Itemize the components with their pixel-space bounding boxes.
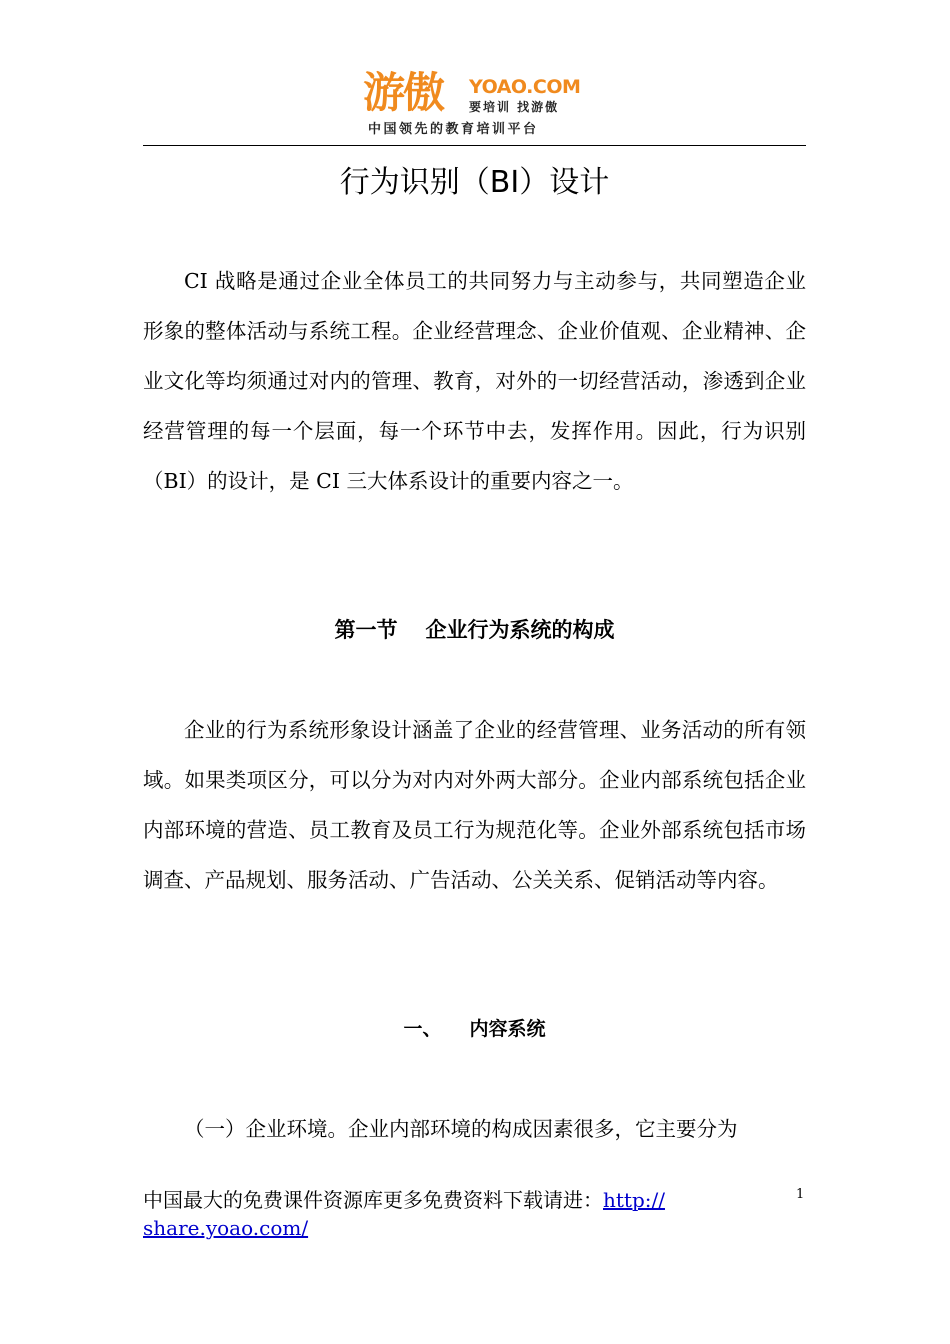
yoao-logo — [363, 70, 587, 144]
page-footer — [143, 1186, 743, 1242]
footer-link-part1: http:// — [603, 1188, 665, 1212]
paragraph-intro: CI 战略是通过企业全体员工的共同努力与主动参与，共同塑造企业形象的整体活动与系统工程。企业经营理念、企业价值观、企业精神、企业文化等均须通过对内的管理、教育，对外的一切经营活动，渗透到企业经营管理的每一个层面，每一个环节中去，发挥作用。因此，行为识别（BI）的设计，是 CI 三大体系设计的重要内容之一。 — [143, 269, 806, 493]
section-number: 第一节 — [334, 618, 398, 642]
logo-slogan: 要培训 找游傲 — [469, 100, 560, 114]
logo-tagline: 中国领先的教育培训平台 — [368, 122, 539, 137]
header-rule — [143, 145, 806, 146]
paragraph-environment: （一）企业环境。企业内部环境的构成因素很多，它主要分为 — [184, 1117, 738, 1141]
logo-mark: 游傲 — [363, 68, 444, 117]
logo-domain: YOAO.COM — [469, 76, 581, 98]
footer-link-part2: share.yoao.com/ — [143, 1216, 309, 1240]
document-title: 行为识别（BI）设计 — [339, 165, 610, 200]
subsection-heading — [143, 1010, 806, 1048]
paragraph-structure: 企业的行为系统形象设计涵盖了企业的经营管理、业务活动的所有领域。如果类项区分，可以分为对内对外两大部分。企业内部系统包括企业内部环境的营造、员工教育及员工行为规范化等。企业外部系统包括市场调查、产品规划、服务活动、广告活动、公关关系、促销活动等内容。 — [143, 718, 806, 892]
footer-text: 中国最大的免费课件资源库更多免费资料下载请进： — [143, 1188, 603, 1212]
subsection-number: 一、 — [403, 1018, 442, 1040]
page-header — [0, 0, 950, 150]
subsection-title: 内容系统 — [469, 1018, 546, 1040]
page-number: 1 — [796, 1187, 805, 1202]
section-title: 企业行为系统的构成 — [425, 618, 615, 642]
section-heading — [143, 610, 806, 650]
